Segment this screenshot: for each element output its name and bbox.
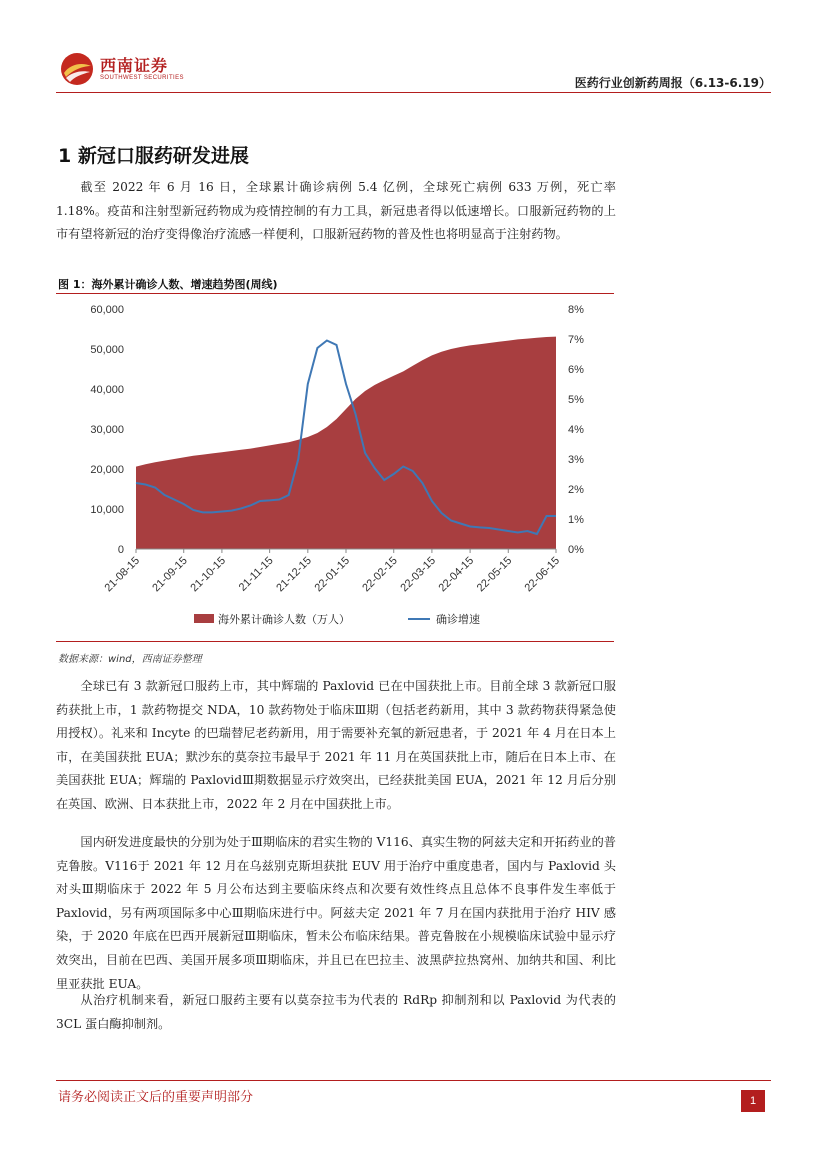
x-tick-label: 22-05-15: [474, 554, 515, 595]
footer-divider: [56, 1080, 771, 1081]
y-right-tick-label: 5%: [568, 394, 584, 406]
figure-bottom-rule: [56, 641, 614, 642]
y-left-tick-label: 30,000: [90, 424, 124, 436]
x-tick-label: 21-11-15: [236, 554, 276, 594]
y-right-tick-label: 0%: [568, 544, 584, 556]
y-right-tick-label: 8%: [568, 304, 584, 316]
x-tick-label: 22-02-15: [360, 554, 400, 595]
report-title: 医药行业创新药周报（6.13-6.19）: [574, 76, 771, 90]
x-tick-label: 22-04-15: [436, 554, 477, 595]
x-tick-label: 21-10-15: [188, 554, 229, 595]
figure-title: 图 1：海外累计确诊人数、增速趋势图(周线): [58, 278, 278, 291]
y-left-tick-label: 60,000: [90, 304, 124, 316]
header-divider: [56, 92, 771, 93]
legend-swatch-cases: [194, 614, 214, 623]
y-left-tick-label: 40,000: [90, 384, 124, 396]
y-left-tick-label: 20,000: [90, 464, 124, 476]
brand-logo: [60, 52, 184, 86]
footer-disclaimer: 请务必阅读正文后的重要声明部分: [58, 1090, 254, 1105]
paragraph-mechanism: 从治疗机制来看，新冠口服药主要有以莫奈拉韦为代表的 RdRp 抑制剂和以 Paxlovid 为代表的 3CL 蛋白酶抑制剂。: [56, 993, 616, 1031]
y-right-tick-label: 3%: [568, 454, 584, 466]
legend-label-cases: 海外累计确诊人数（万人）: [218, 614, 350, 626]
paragraph-intro: 截至 2022 年 6 月 16 日，全球累计确诊病例 5.4 亿例，全球死亡病例 633 万例，死亡率 1.18%。疫苗和注射型新冠药物成为疫情控制的有力工具，新冠患者得以低速增长。口服新冠药物的上市有望将新冠的治疗变得像治疗流感一样便利，口服新冠药物的普及性也将明显高于注射药物。: [56, 180, 616, 242]
x-tick-label: 22-03-15: [398, 554, 439, 595]
cumulative-cases-area: [136, 337, 556, 549]
cases-growth-chart: [56, 294, 614, 640]
logo-text-cn: 西南证券: [100, 56, 169, 75]
x-tick-label: 21-08-15: [102, 554, 143, 595]
logo-text-en: SOUTHWEST SECURITIES: [100, 75, 184, 81]
y-right-tick-label: 4%: [568, 424, 584, 436]
paragraph-global-drugs: 全球已有 3 款新冠口服药上市，其中辉瑞的 Paxlovid 已在中国获批上市。目前全球 3 款新冠口服药获批上市，1 款药物提交 NDA，10 款药物处于临床Ⅲ期（包括老药新用，其中 3 款药物获得紧急使用授权）。礼来和 Incyte 的巴瑞替尼老药新用，用于需要补充氧的新冠患者，于 2021 年 4 月在日本上市，在美国获批 EUA；默沙东的莫奈拉韦最早于 2021 年 11 月在英国获批上市，随后在日本上市、在美国获批 EUA；辉瑞的 PaxlovidⅢ期数据显示疗效突出，已经获批美国 EUA，2021 年 12 月后分别在英国、欧洲、日本获批上市，2022 年 2 月在中国获批上市。: [56, 679, 616, 811]
y-right-tick-label: 6%: [568, 364, 584, 376]
y-left-tick-label: 10,000: [90, 504, 124, 516]
y-left-tick-label: 0: [117, 544, 124, 556]
section-title: 1 新冠口服药研发进展: [58, 145, 249, 167]
y-right-tick-label: 7%: [568, 334, 584, 346]
figure-source: 数据来源：wind，西南证券整理: [58, 654, 202, 665]
y-left-tick-label: 50,000: [90, 344, 124, 356]
logo-mark-icon: [60, 52, 94, 86]
paragraph-domestic-drugs: 国内研发进度最快的分别为处于Ⅲ期临床的君实生物的 V116、真实生物的阿兹夫定和开拓药业的普克鲁胺。V116于 2021 年 12 月在乌兹别克斯坦获批 EUV 用于治疗中重度患者，国内与 Paxlovid 头对头Ⅲ期临床于 2022 年 5 月公布达到主要临床终点和次要有效性终点且总体不良事件发生率低于 Paxlovid，另有两项国际多中心Ⅲ期临床进行中。阿兹夫定 2021 年 7 月在国内获批用于治疗 HIV 感染，于 2020 年底在巴西开展新冠Ⅲ期临床，暂未公布临床结果。普克鲁胺在小规模临床试验中显示疗效突出，目前在巴西、美国开展多项Ⅲ期临床，并且已在巴拉圭、波黑萨拉热窝州、加纳共和国、利比里亚获批 EUA。: [56, 835, 616, 991]
y-right-tick-label: 2%: [568, 484, 584, 496]
x-tick-label: 22-01-15: [312, 554, 353, 595]
x-tick-label: 21-09-15: [150, 554, 190, 595]
legend-label-growth: 确诊增速: [436, 614, 480, 626]
x-tick-label: 21-12-15: [274, 554, 314, 595]
y-right-tick-label: 1%: [568, 514, 584, 526]
page-number: 1: [741, 1090, 765, 1112]
x-tick-label: 22-06-15: [522, 554, 563, 595]
